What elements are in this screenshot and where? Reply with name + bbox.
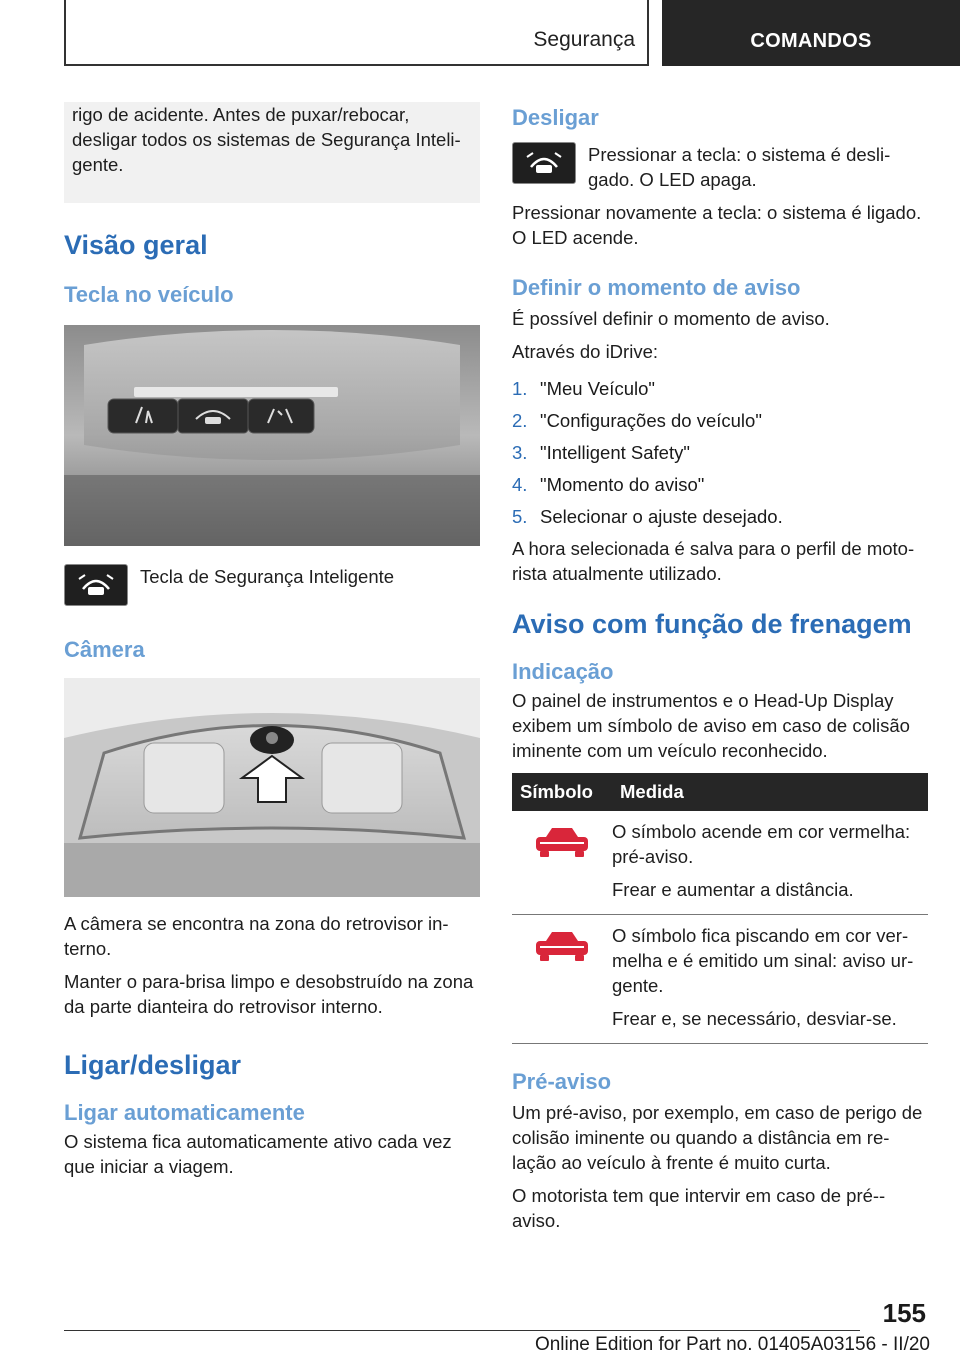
- console-buttons-image: [64, 325, 480, 546]
- table-header-symbol: Símbolo: [512, 773, 612, 811]
- table-header-action: Medida: [612, 773, 928, 811]
- list-item: 3. "Intelligent Safety": [512, 442, 690, 463]
- warning-box: [64, 102, 480, 203]
- camera-photo: [64, 678, 480, 897]
- auto-paragraph: O sistema fica automaticamente ativo cada vez que iniciar a viagem.: [64, 1131, 452, 1177]
- key-heading: Tecla no veículo: [64, 282, 234, 307]
- camera-heading: Câmera: [64, 637, 145, 662]
- onoff-heading: Ligar/desligar: [64, 1050, 242, 1080]
- page-number: 155: [882, 1298, 926, 1328]
- header-section-box: [64, 0, 649, 66]
- table-row: [512, 915, 928, 1044]
- list-item: 1. "Meu Veículo": [512, 378, 655, 399]
- off-icon-row: [512, 142, 928, 200]
- footer-divider: [64, 1330, 860, 1331]
- table-cell-text: Frear e aumentar a distância.: [612, 879, 854, 900]
- off-heading: Desligar: [512, 105, 599, 130]
- list-item: 5. Selecionar o ajuste desejado.: [512, 506, 783, 527]
- camera-paragraph-1: A câmera se encontra na zona do retrovisor in‐terno.: [64, 913, 449, 959]
- table-cell-text: O símbolo fica piscando em cor ver‐melha e é emitido um sinal: aviso ur‐gente.: [612, 925, 914, 996]
- table-row: [512, 811, 928, 915]
- off-paragraph: Pressionar novamente a tecla: o sistema é ligado. O LED acende.: [512, 202, 922, 248]
- header-section: Segurança: [533, 28, 635, 51]
- prewarning-paragraph-2: O motorista tem que intervir em caso de pré-‐aviso.: [512, 1185, 886, 1231]
- indication-heading: Indicação: [512, 659, 614, 684]
- red-car-warning-icon: [532, 823, 592, 861]
- left-column: [64, 102, 480, 1187]
- table-cell-text: O símbolo acende em cor vermelha: pré-aviso.: [612, 821, 911, 867]
- timing-paragraph-2: Através do iDrive:: [512, 341, 658, 362]
- idrive-steps: [512, 376, 928, 529]
- prewarning-paragraph-1: Um pré-aviso, por exemplo, em caso de perigo de colisão iminente ou quando a distância em re‐lação ao veículo à frente é muito curta.: [512, 1102, 923, 1173]
- prewarning-heading: Pré-aviso: [512, 1069, 612, 1094]
- off-icon-text: Pressionar a tecla: o sistema é desli‐gado. O LED apaga.: [588, 144, 891, 190]
- timing-heading: Definir o momento de aviso: [512, 275, 801, 300]
- right-column: [512, 102, 928, 1241]
- camera-paragraph-2: Manter o para-brisa limpo e desobstruído na zona da parte dianteira do retrovisor interno.: [64, 971, 474, 1017]
- header-chapter-box: [662, 0, 960, 66]
- key-photo: [64, 325, 480, 546]
- overview-heading: Visão geral: [64, 230, 208, 260]
- indication-paragraph: O painel de instrumentos e o Head-Up Display exibem um símbolo de aviso em caso de colisão iminente com um veículo reconhecido.: [512, 690, 910, 761]
- list-item: 4. "Momento do aviso": [512, 474, 705, 495]
- timing-paragraph-3: A hora selecionada é salva para o perfil de moto‐rista atualmente utilizado.: [512, 538, 915, 584]
- red-car-warning-icon: [532, 927, 592, 965]
- auto-heading: Ligar automaticamente: [64, 1100, 305, 1125]
- safety-key-icon: [64, 564, 128, 606]
- warning-text: rigo de acidente. Antes de puxar/rebocar, desligar todos os sistemas de Segurança Inteli‐gente.: [72, 104, 461, 175]
- safety-key-icon: [512, 142, 576, 184]
- header-chapter: COMANDOS: [750, 30, 872, 52]
- key-caption-row: [64, 564, 480, 606]
- table-cell-text: Frear e, se necessário, desviar-se.: [612, 1008, 897, 1029]
- brake-warning-heading: Aviso com função de frenagem: [512, 609, 912, 639]
- windshield-camera-image: [64, 678, 480, 897]
- symbol-table: [512, 773, 928, 1044]
- list-item: 2. "Configurações do veículo": [512, 410, 762, 431]
- footer-edition: Online Edition for Part no. 01405A03156 - II/20: [534, 1334, 930, 1355]
- key-caption: Tecla de Segurança Inteligente: [140, 566, 395, 587]
- timing-paragraph-1: É possível definir o momento de aviso.: [512, 308, 830, 329]
